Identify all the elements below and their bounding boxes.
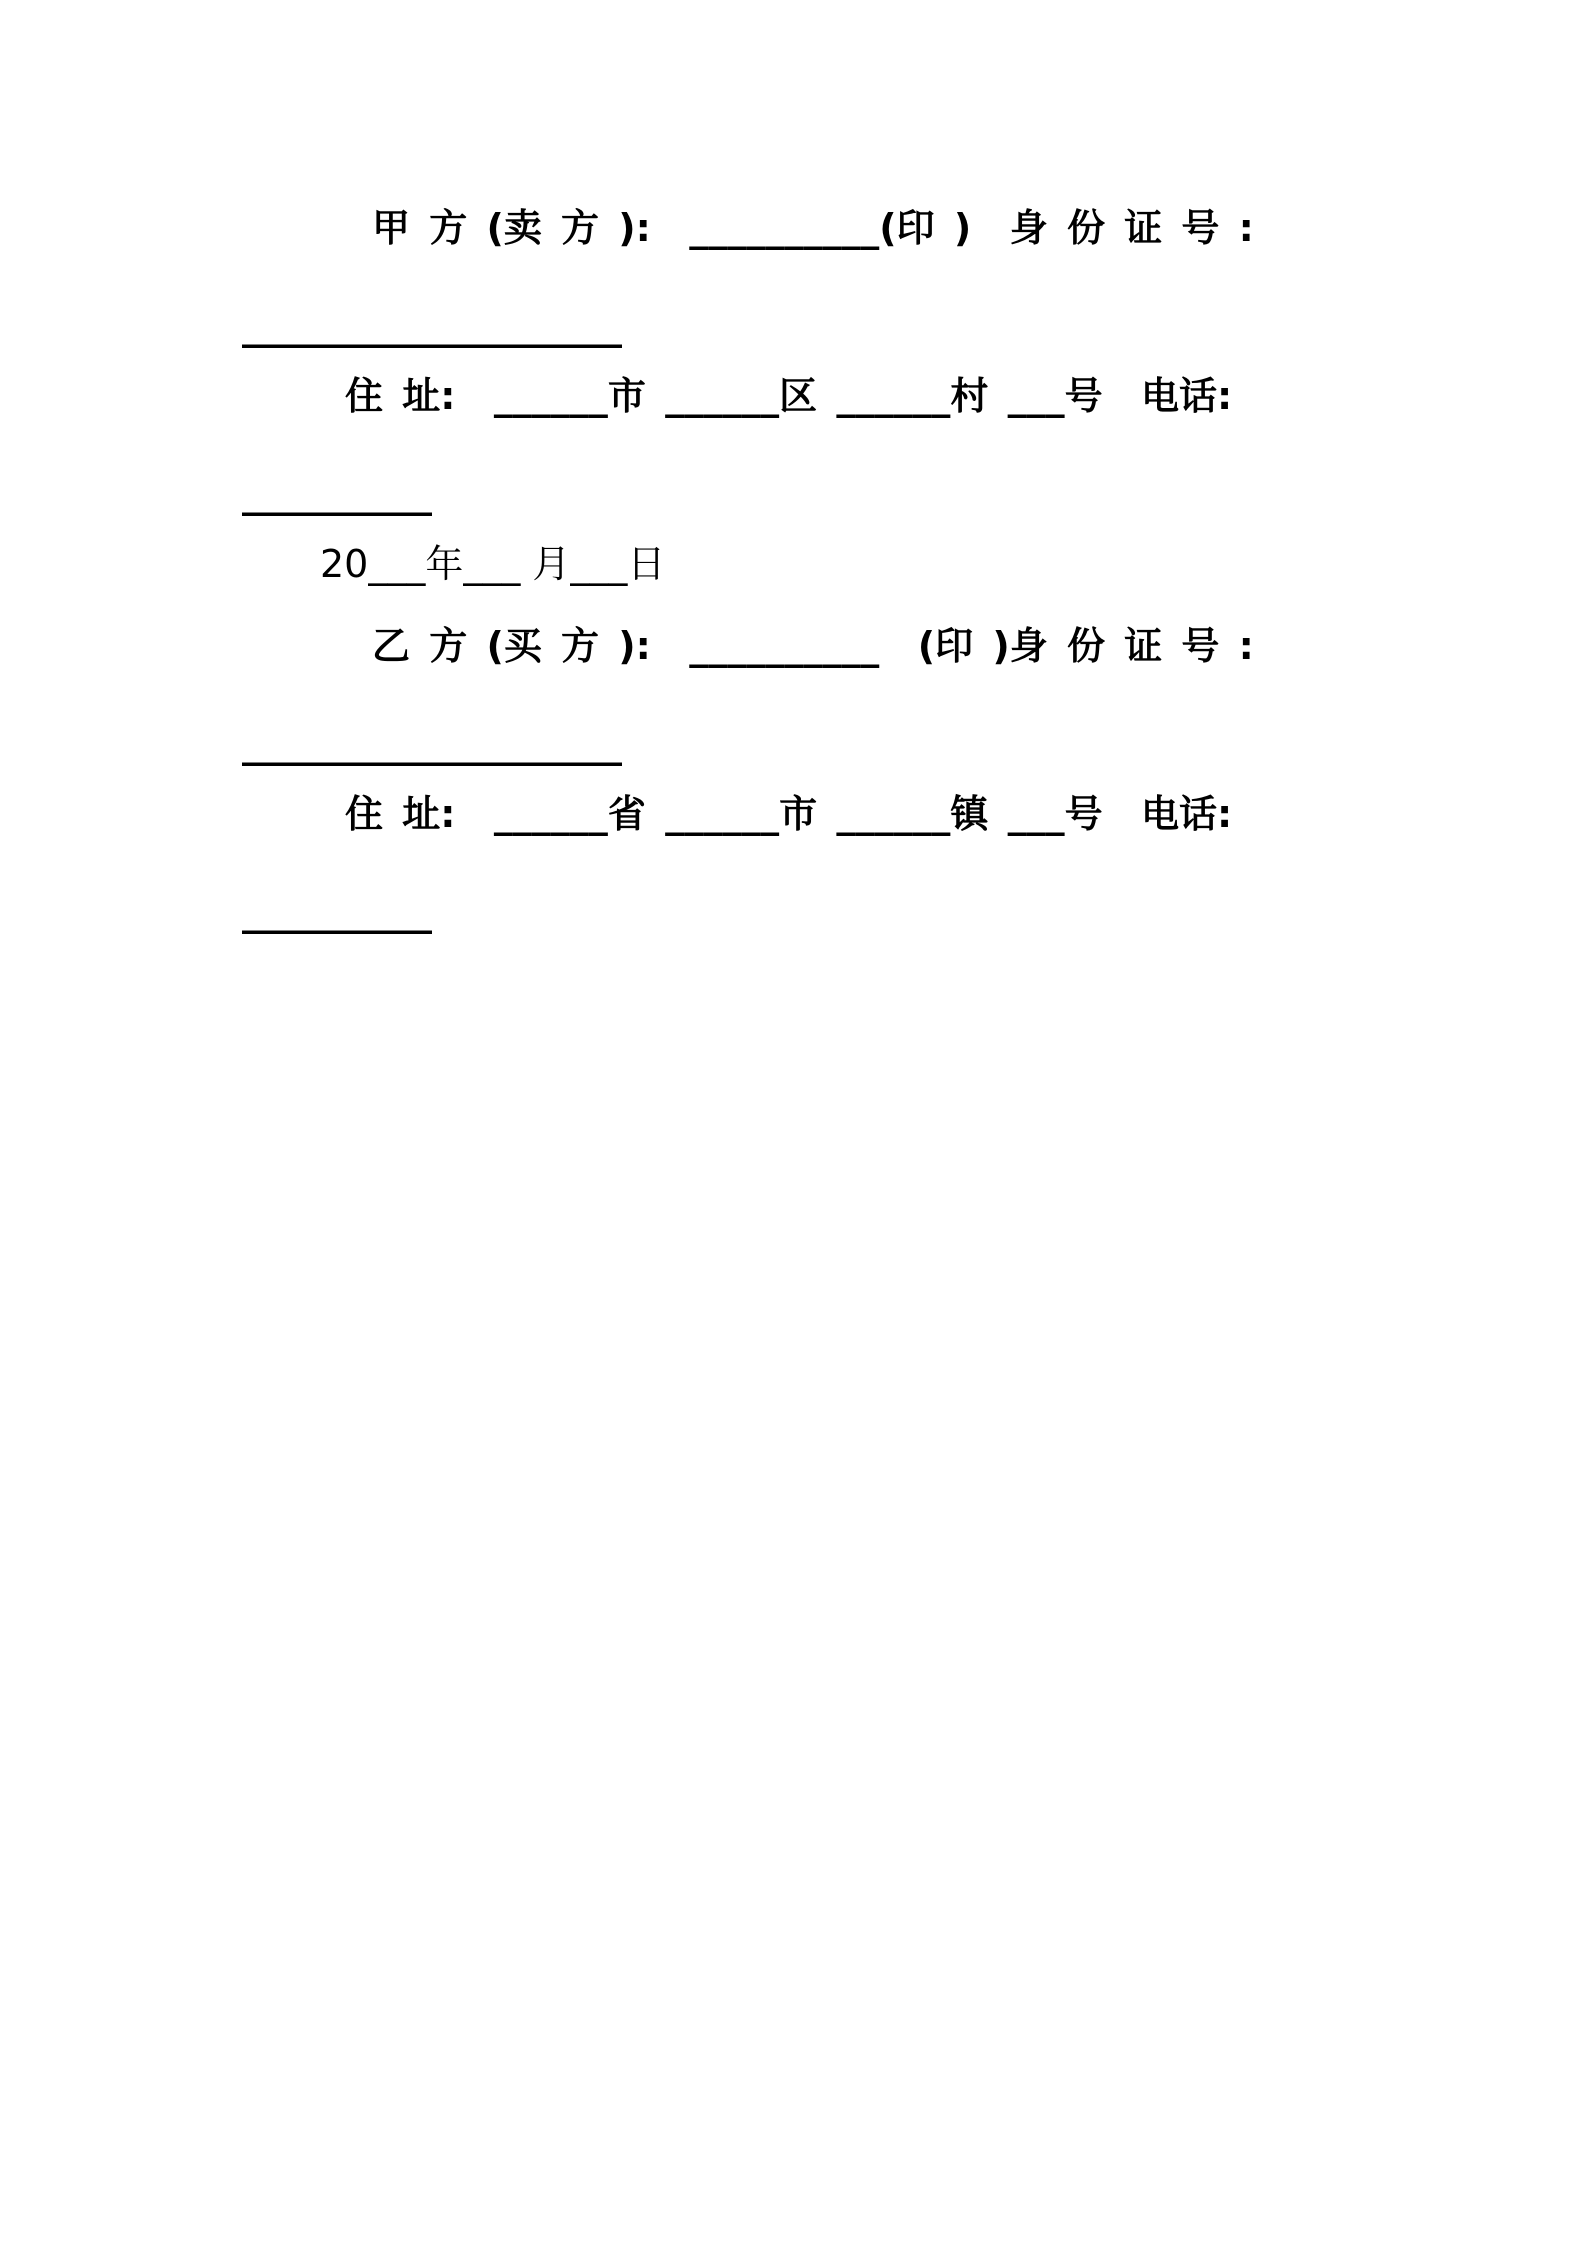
seller-identity-line: 甲 方 (卖 方 ): __________(印 ) 身 份 证 号 :	[372, 206, 1254, 250]
buyer-address-line: 住 址: ______省 ______市 ______镇 ___号 电话:	[345, 792, 1233, 836]
buyer-phone-blank: __________	[242, 890, 432, 934]
signing-date: 20___年___ 月___日	[320, 542, 666, 586]
seller-address-line: 住 址: ______市 ______区 ______村 ___号 电话:	[345, 374, 1233, 418]
buyer-identity-line: 乙 方 (买 方 ): __________ (印 )身 份 证 号 :	[372, 624, 1254, 668]
seller-id-number-blank: ____________________	[242, 304, 622, 348]
seller-phone-blank: __________	[242, 472, 432, 516]
buyer-id-number-blank: ____________________	[242, 722, 622, 766]
